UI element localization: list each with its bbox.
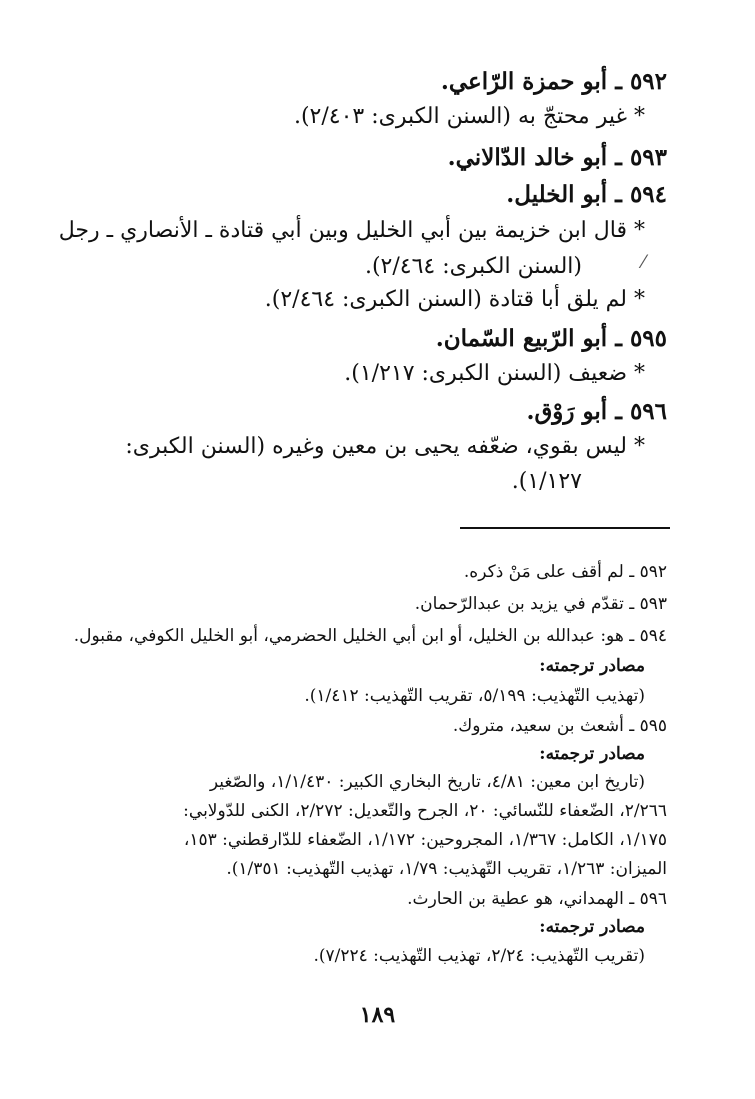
entry-594-heading: ٥٩٤ ـ أبو الخليل. — [506, 181, 667, 208]
entry-596-text-1: * ليس بقوي، ضعّفه يحيى بن معين وغيره (السنن الكبرى: — [125, 434, 645, 459]
footnote-separator — [460, 527, 670, 529]
entry-594-text-1: * قال ابن خزيمة بين أبي الخليل وبين أبي قتادة ـ الأنصاري ـ رجل — [58, 218, 645, 243]
footnote-595-sources-4: الميزان: ١/٢٦٣، تقريب التّهذيب: ١/٧٩، تهذيب التّهذيب: ١/٣٥١). — [226, 859, 667, 879]
footnote-593: ٥٩٣ ـ تقدّم في يزيد بن عبدالرّحمان. — [414, 594, 667, 614]
footnote-594-sources: (تهذيب التّهذيب: ٥/١٩٩، تقريب التّهذيب: ١/٤١٢). — [304, 686, 645, 706]
footnote-595-sources-3: ١/١٧٥، الكامل: ١/٣٦٧، المجروحين: ١/١٧٢، الضّعفاء للدّارقطني: ١٥٣، — [183, 830, 667, 850]
footnote-595-sources-label: مصادر ترجمته: — [539, 744, 645, 764]
entry-594-text-2: (السنن الكبرى: ٢/٤٦٤). — [364, 254, 582, 279]
footnote-592: ٥٩٢ ـ لم أقف على مَنْ ذكره. — [463, 562, 667, 582]
entry-594-text-3: * لم يلق أبا قتادة (السنن الكبرى: ٢/٤٦٤). — [264, 287, 645, 312]
footnote-595: ٥٩٥ ـ أشعث بن سعيد، متروك. — [452, 716, 667, 736]
entry-596-heading: ٥٩٦ ـ أبو رَوْق. — [526, 398, 667, 425]
entry-596-text-2: ١/١٢٧). — [511, 469, 582, 494]
footnote-595-sources-2: ٢/٢٦٦، الضّعفاء للنّسائي: ٢٠، الجرح والتّعديل: ٢/٢٧٢، الكنى للدّولابي: — [183, 801, 667, 821]
entry-592-heading: ٥٩٢ ـ أبو حمزة الرّاعي. — [440, 68, 667, 95]
entry-592-text: * غير محتجّ به (السنن الكبرى: ٢/٤٠٣). — [293, 104, 645, 129]
footnote-594-sources-label: مصادر ترجمته: — [539, 656, 645, 676]
footnote-595-sources-1: (تاريخ ابن معين: ٤/٨١، تاريخ البخاري الكبير: ١/١/٤٣٠، والصّغير — [209, 772, 645, 792]
entry-595-heading: ٥٩٥ ـ أبو الرّبيع السّمان. — [435, 325, 667, 352]
entry-593-heading: ٥٩٣ ـ أبو خالد الدّالاني. — [447, 144, 667, 171]
footnote-596-sources: (تقريب التّهذيب: ٢/٢٤، تهذيب التّهذيب: ٧/٢٢٤). — [313, 946, 645, 966]
footnote-596-sources-label: مصادر ترجمته: — [539, 917, 645, 937]
footnote-594: ٥٩٤ ـ هو: عبدالله بن الخليل، أو ابن أبي الخليل الحضرمي، أبو الخليل الكوفي، مقبول. — [73, 626, 667, 646]
footnote-596: ٥٩٦ ـ الهمداني، هو عطية بن الحارث. — [407, 889, 667, 909]
page-number: ١٨٩ — [359, 1002, 396, 1028]
margin-mark: ⁄ — [642, 252, 646, 273]
entry-595-text: * ضعيف (السنن الكبرى: ١/٢١٧). — [344, 361, 645, 386]
